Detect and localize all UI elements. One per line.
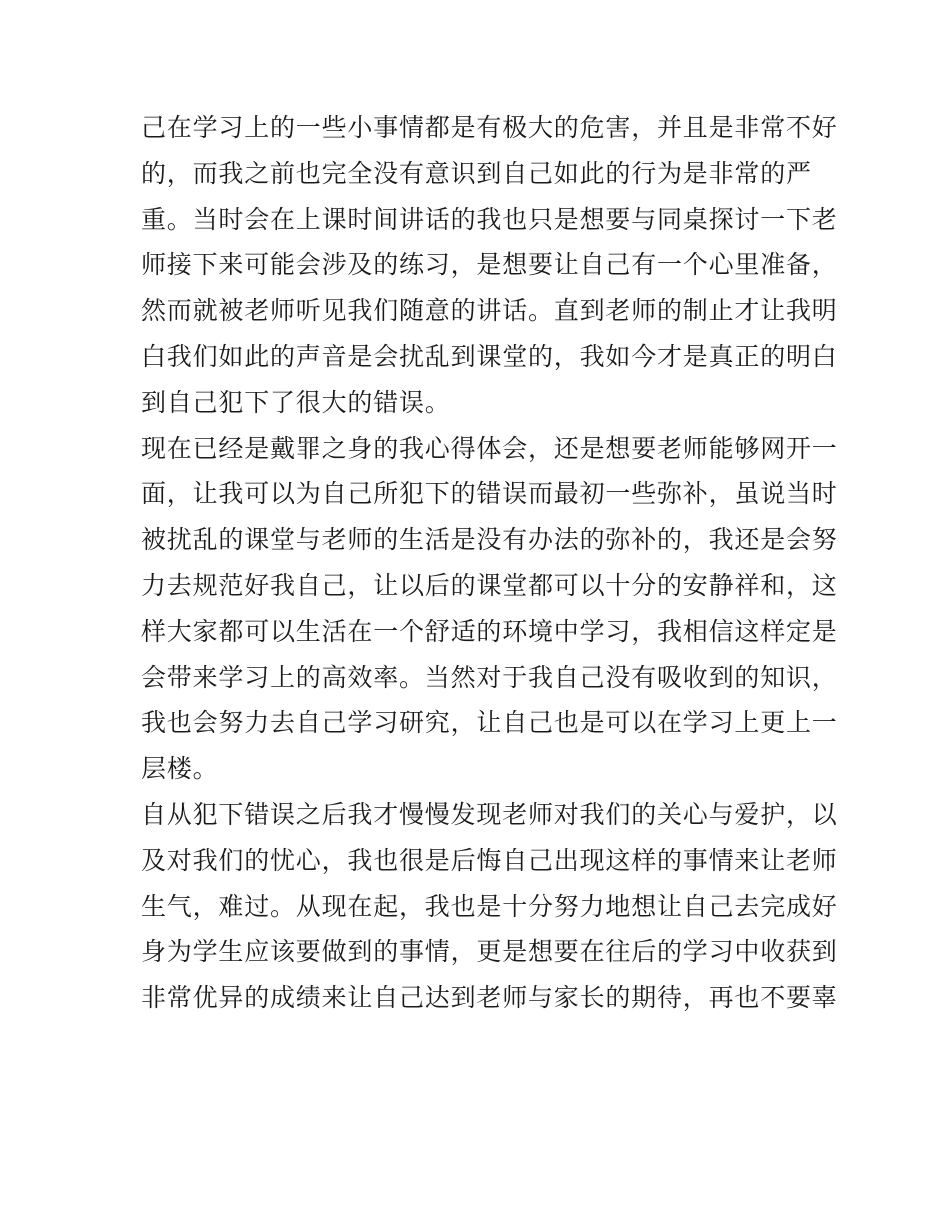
text-line: 身为学生应该要做到的事情，更是想要在往后的学习中收获到: [141, 937, 838, 967]
text-line: 被扰乱的课堂与老师的生活是没有办法的弥补的，我还是会努: [141, 525, 838, 555]
document-body: [141, 105, 838, 1021]
text-line: 及对我们的忧心，我也很是后悔自己出现这样的事情来让老师: [141, 845, 838, 875]
text-line: 到自己犯下了很大的错误。: [141, 387, 451, 417]
text-line: 力去规范好我自己，让以后的课堂都可以十分的安静祥和，这: [141, 570, 838, 600]
text-line: 现在已经是戴罪之身的我心得体会，还是想要老师能够网开一: [141, 433, 838, 463]
paragraph-2: [141, 426, 838, 792]
paragraph-1: [141, 105, 838, 426]
text-line: 样大家都可以生活在一个舒适的环境中学习，我相信这样定是: [141, 616, 838, 646]
text-line: 我也会努力去自己学习研究，让自己也是可以在学习上更上一: [141, 708, 838, 738]
text-line: 白我们如此的声音是会扰乱到课堂的，我如今才是真正的明白: [141, 341, 838, 371]
text-line: 的，而我之前也完全没有意识到自己如此的行为是非常的严: [141, 158, 812, 188]
text-line: 自从犯下错误之后我才慢慢发现老师对我们的关心与爱护，以: [141, 799, 838, 829]
text-line: 面，让我可以为自己所犯下的错误而最初一些弥补，虽说当时: [141, 479, 838, 509]
text-line: 师接下来可能会涉及的练习，是想要让自己有一个心里准备，: [141, 250, 838, 280]
paragraph-3: [141, 792, 838, 1021]
text-line: 生气，难过。从现在起，我也是十分努力地想让自己去完成好: [141, 891, 838, 921]
text-line: 层楼。: [141, 754, 219, 784]
text-line: 会带来学习上的高效率。当然对于我自己没有吸收到的知识，: [141, 662, 838, 692]
text-line: 己在学习上的一些小事情都是有极大的危害，并且是非常不好: [141, 113, 838, 142]
text-line: 然而就被老师听见我们随意的讲话。直到老师的制止才让我明: [141, 296, 838, 326]
text-line: 非常优异的成绩来让自己达到老师与家长的期待，再也不要辜: [141, 983, 838, 1013]
text-line: 重。当时会在上课时间讲话的我也只是想要与同桌探讨一下老: [141, 204, 838, 234]
